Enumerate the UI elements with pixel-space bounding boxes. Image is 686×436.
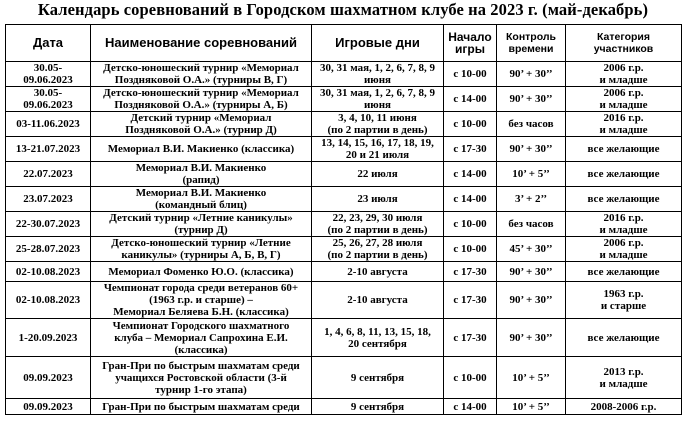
cell-competition-name-line: Мемориал Беляева Б.Н. (классика) [113, 306, 289, 318]
cell-competition-name-line: (рапид) [182, 174, 220, 186]
cell-date [6, 62, 91, 87]
cell-competition-name-line: Детско-юношеский турнир «Летние [111, 237, 291, 249]
cell-category-line: и старше [600, 300, 647, 312]
cell-category-line: и младше [599, 124, 648, 136]
cell-game-days-line: 30, 31 мая, 1, 2, 6, 7, 8, 9 [319, 87, 436, 99]
cell-time-control: 90’ + 30’’ [497, 87, 566, 112]
schedule-table [5, 24, 682, 415]
cell-category-line: 2016 г.р. [603, 212, 644, 224]
cell-date-line: 09.09.2023 [23, 371, 73, 384]
cell-game-days-line: 23 июля [357, 193, 398, 205]
cell-start-time: с 10-00 [444, 357, 497, 399]
cell-competition-name-line: Мемориал В.И. Макиенко [135, 162, 267, 174]
cell-date-line: 23.07.2023 [23, 193, 73, 205]
cell-competition-name-line: (классика) [174, 343, 228, 356]
cell-category-line: 2013 г.р. [603, 365, 644, 378]
table-row [6, 87, 682, 112]
cell-competition-name-line: каникулы» (турниры А, Б, В, Г) [121, 249, 281, 261]
cell-date [6, 187, 91, 212]
cell-time-control: 90’ + 30’’ [497, 282, 566, 319]
table-row [6, 162, 682, 187]
cell-category [566, 282, 682, 319]
cell-category-line: 1963 г.р. [603, 288, 644, 300]
table-row [6, 62, 682, 87]
cell-game-days-line: 25, 26, 27, 28 июля [332, 237, 423, 249]
cell-competition-name-line: учащихся Ростовской области (3-й [115, 371, 287, 384]
cell-time-control: без часов [497, 212, 566, 237]
cell-game-days-line: 13, 14, 15, 16, 17, 18, 19, [321, 137, 434, 149]
cell-category-line: 2006 г.р. [603, 237, 644, 249]
cell-game-days [312, 112, 444, 137]
cell-game-days [312, 137, 444, 162]
header-category-line1: Категория [596, 31, 650, 43]
cell-game-days [312, 237, 444, 262]
cell-category-line: и младше [599, 74, 648, 86]
cell-category-line: 2006 г.р. [603, 87, 644, 99]
cell-date [6, 399, 91, 415]
cell-date-line: 02-10.08.2023 [15, 265, 81, 278]
cell-date-line: 22-30.07.2023 [15, 218, 81, 230]
cell-category [566, 62, 682, 87]
cell-game-days-line: 9 сентября [350, 371, 405, 384]
cell-date [6, 262, 91, 282]
cell-start-time: с 10-00 [444, 62, 497, 87]
cell-game-days [312, 62, 444, 87]
cell-date [6, 282, 91, 319]
cell-date [6, 357, 91, 399]
header-control-line1: Контроль [506, 31, 556, 43]
cell-date [6, 162, 91, 187]
cell-game-days [312, 162, 444, 187]
cell-category-line: и младше [599, 377, 648, 390]
cell-category-line: 2008-2006 г.р. [590, 400, 657, 413]
table-row [6, 262, 682, 282]
cell-category [566, 357, 682, 399]
cell-category [566, 262, 682, 282]
cell-competition-name [91, 319, 312, 357]
cell-time-control: 90’ + 30’’ [497, 262, 566, 282]
cell-time-control: 45’ + 30’’ [497, 237, 566, 262]
cell-date-line: 03-11.06.2023 [16, 118, 80, 130]
cell-game-days-line: 2-10 августа [347, 265, 408, 278]
table-row [6, 212, 682, 237]
cell-date-line: 09.06.2023 [23, 99, 73, 111]
cell-competition-name-line: (командный блиц) [155, 199, 247, 211]
cell-game-days-line: (по 2 партии в день) [327, 224, 428, 236]
cell-category-line: 2016 г.р. [603, 112, 644, 124]
cell-date-line: 09.06.2023 [23, 74, 73, 86]
cell-competition-name-line: Мемориал Фоменко Ю.О. (классика) [108, 265, 294, 278]
cell-start-time: с 17-30 [444, 319, 497, 357]
cell-competition-name-line: Детский турнир «Летние каникулы» [109, 212, 293, 224]
cell-competition-name [91, 62, 312, 87]
cell-date [6, 212, 91, 237]
cell-category [566, 187, 682, 212]
cell-competition-name-line: Детско-юношеский турнир «Мемориал [103, 62, 299, 74]
cell-game-days-line: 30, 31 мая, 1, 2, 6, 7, 8, 9 [319, 62, 436, 74]
cell-game-days-line: 22 июля [357, 168, 398, 180]
cell-date-line: 02-10.08.2023 [15, 294, 81, 306]
cell-game-days-line: (по 2 партии в день) [327, 124, 428, 136]
cell-start-time: с 17-30 [444, 137, 497, 162]
cell-competition-name [91, 262, 312, 282]
cell-time-control: 90’ + 30’’ [497, 319, 566, 357]
header-start [444, 25, 497, 62]
table-row [6, 137, 682, 162]
cell-category-line: и младше [599, 224, 648, 236]
cell-game-days-line: 2-10 августа [347, 294, 408, 306]
table-row [6, 282, 682, 319]
cell-competition-name [91, 137, 312, 162]
cell-competition-name-line: Гран-При по быстрым шахматам среди [102, 400, 300, 413]
header-days: Игровые дни [312, 25, 444, 62]
cell-category-line: все желающие [587, 331, 660, 344]
cell-competition-name-line: клуба – Мемориал Сапрохина Е.И. [114, 331, 288, 344]
header-date: Дата [6, 25, 91, 62]
cell-game-days [312, 319, 444, 357]
cell-game-days [312, 262, 444, 282]
cell-game-days [312, 187, 444, 212]
cell-category [566, 399, 682, 415]
cell-game-days [312, 282, 444, 319]
header-control-line2: времени [508, 43, 554, 55]
cell-category [566, 237, 682, 262]
cell-category-line: и младше [599, 99, 648, 111]
cell-competition-name-line: (1963 г.р. и старше) – [149, 294, 253, 306]
table-row [6, 399, 682, 415]
cell-game-days-line: 22, 23, 29, 30 июля [332, 212, 423, 224]
cell-game-days-line: июня [363, 74, 392, 86]
cell-game-days-line: (по 2 партии в день) [327, 249, 428, 261]
cell-time-control: 10’ + 5’’ [497, 399, 566, 415]
cell-date-line: 25-28.07.2023 [15, 243, 81, 255]
cell-competition-name [91, 399, 312, 415]
cell-category-line: все желающие [587, 143, 660, 155]
header-category-line2: участников [593, 43, 654, 55]
cell-competition-name-line: Поздняковой О.А.» (турниры В, Г) [114, 74, 288, 86]
cell-start-time: с 10-00 [444, 112, 497, 137]
page-title: Календарь соревнований в Городском шахматном клубе на 2023 г. (май-декабрь) [37, 0, 649, 19]
cell-date-line: 30.05- [33, 87, 63, 99]
cell-competition-name-line: Поздняковой О.А.» (турниры А, Б) [114, 99, 288, 111]
cell-competition-name [91, 212, 312, 237]
cell-category [566, 137, 682, 162]
table-row [6, 357, 682, 399]
cell-time-control: 10’ + 5’’ [497, 162, 566, 187]
cell-start-time: с 14-00 [444, 87, 497, 112]
cell-time-control: 3’ + 2’’ [497, 187, 566, 212]
cell-game-days [312, 212, 444, 237]
cell-start-time: с 14-00 [444, 187, 497, 212]
cell-time-control: 90’ + 30’’ [497, 62, 566, 87]
cell-competition-name-line: Гран-При по быстрым шахматам среди [102, 359, 300, 372]
cell-date-line: 09.09.2023 [23, 400, 73, 413]
cell-category-line: и младше [599, 249, 648, 261]
schedule-body [6, 62, 682, 415]
cell-game-days [312, 87, 444, 112]
cell-category-line: все желающие [587, 265, 660, 278]
cell-category [566, 87, 682, 112]
cell-game-days-line: 1, 4, 6, 8, 11, 13, 15, 18, [324, 325, 431, 338]
cell-game-days [312, 399, 444, 415]
table-row [6, 112, 682, 137]
cell-start-time: с 14-00 [444, 399, 497, 415]
header-start-line2: игры [455, 42, 485, 56]
cell-date-line: 22.07.2023 [23, 168, 73, 180]
table-row [6, 319, 682, 357]
cell-date-line: 13-21.07.2023 [15, 143, 81, 155]
cell-category [566, 112, 682, 137]
cell-category-line: 2006 г.р. [603, 62, 644, 74]
header-start-line1: Начало [448, 30, 492, 44]
cell-competition-name-line: Чемпионат города среди ветеранов 60+ [103, 282, 299, 294]
header-name: Наименование соревнований [91, 25, 312, 62]
cell-date-line: 1-20.09.2023 [18, 331, 78, 344]
cell-competition-name [91, 112, 312, 137]
cell-competition-name-line: Мемориал В.И. Макиенко [135, 187, 267, 199]
cell-date [6, 112, 91, 137]
cell-date-line: 30.05- [33, 62, 63, 74]
cell-competition-name [91, 87, 312, 112]
cell-competition-name-line: (турнир Д) [174, 224, 228, 236]
cell-game-days-line: 9 сентября [350, 400, 405, 413]
header-category [566, 25, 682, 62]
cell-start-time: с 17-30 [444, 282, 497, 319]
cell-game-days-line: 20 сентября [348, 337, 407, 350]
cell-game-days-line: июня [363, 99, 392, 111]
cell-competition-name [91, 357, 312, 399]
cell-category [566, 319, 682, 357]
cell-start-time: с 14-00 [444, 162, 497, 187]
cell-time-control: 90’ + 30’’ [497, 137, 566, 162]
cell-start-time: с 17-30 [444, 262, 497, 282]
cell-start-time: с 10-00 [444, 212, 497, 237]
cell-category-line: все желающие [587, 193, 660, 205]
cell-category [566, 162, 682, 187]
cell-date [6, 87, 91, 112]
cell-category-line: все желающие [587, 168, 660, 180]
cell-competition-name [91, 282, 312, 319]
cell-game-days [312, 357, 444, 399]
cell-time-control: 10’ + 5’’ [497, 357, 566, 399]
cell-date [6, 237, 91, 262]
cell-competition-name [91, 187, 312, 212]
cell-competition-name-line: Детско-юношеский турнир «Мемориал [103, 87, 299, 99]
cell-date [6, 319, 91, 357]
cell-competition-name-line: Детский турнир «Мемориал [130, 112, 272, 124]
cell-date [6, 137, 91, 162]
cell-start-time: с 10-00 [444, 237, 497, 262]
cell-competition-name-line: Поздняковой О.А.» (турнир Д) [125, 124, 277, 136]
table-header-row [6, 25, 682, 62]
cell-competition-name [91, 162, 312, 187]
table-row [6, 187, 682, 212]
cell-competition-name [91, 237, 312, 262]
cell-game-days-line: 3, 4, 10, 11 июня [338, 112, 417, 124]
cell-competition-name-line: Мемориал В.И. Макиенко (классика) [107, 143, 295, 155]
header-control [497, 25, 566, 62]
cell-category [566, 212, 682, 237]
cell-competition-name-line: Чемпионат Городского шахматного [112, 319, 290, 332]
cell-game-days-line: 20 и 21 июля [345, 149, 410, 161]
cell-time-control: без часов [497, 112, 566, 137]
cell-competition-name-line: турнир 1-го этапа) [155, 383, 247, 396]
table-row [6, 237, 682, 262]
